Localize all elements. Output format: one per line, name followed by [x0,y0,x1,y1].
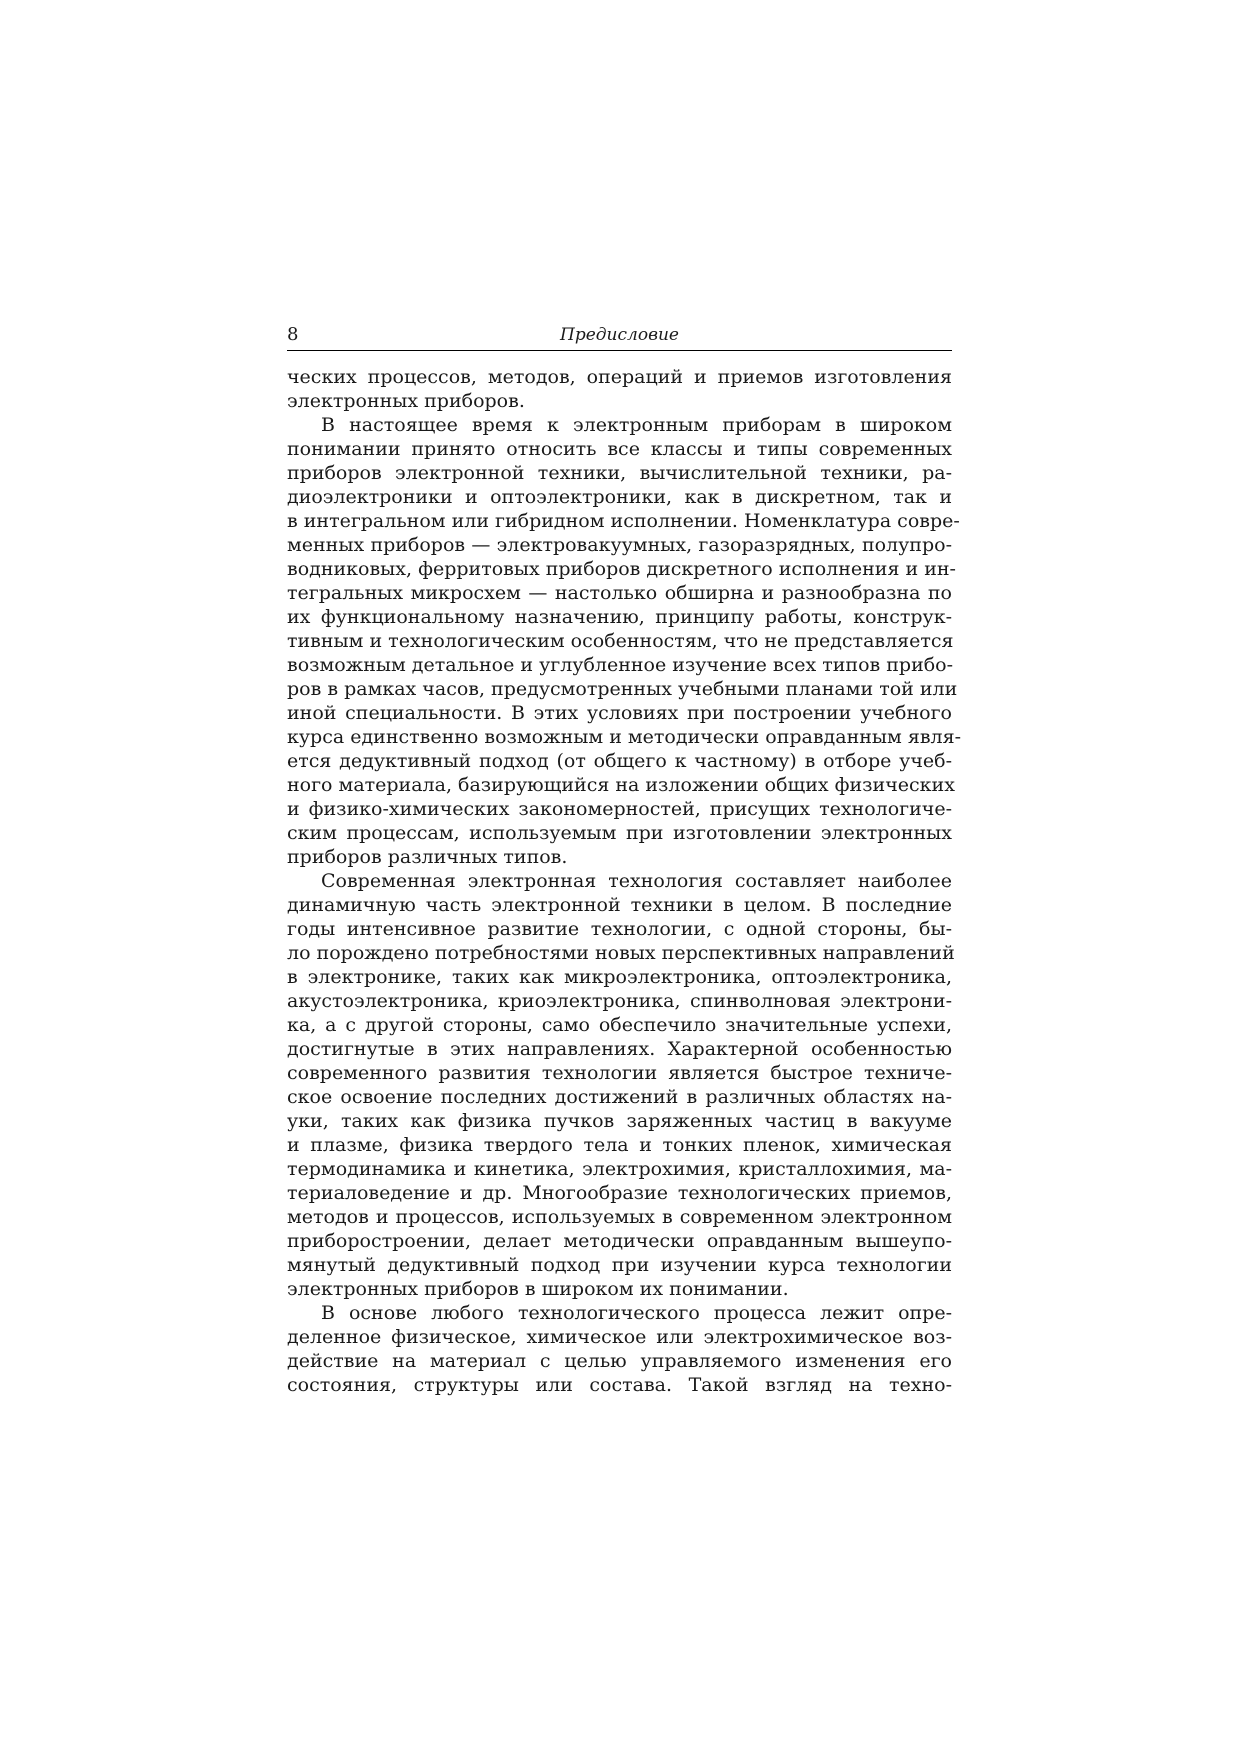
text-line: ло порождено потребностями новых перспективных направлений [287,942,955,964]
paragraph [287,1301,952,1397]
text-line: термодинамика и кинетика, электрохимия, кристаллохимия, ма- [287,1158,952,1180]
text-line: возможным детальное и углубленное изучение всех типов прибо- [287,654,954,676]
paragraph [287,413,961,869]
text-line: тивным и технологическим особенностям, что не представляется [287,630,954,652]
text-line: менных приборов — электровакуумных, газоразрядных, полупро- [287,534,952,556]
page-number: 8 [287,324,299,345]
text-line: понимании принято относить все классы и типы современных [287,438,952,460]
text-line: их функциональному назначению, принципу работы, конструк- [287,606,952,628]
paragraph [287,869,955,1301]
text-line: методов и процессов, используемых в современном электронном [287,1206,952,1228]
text-line: приборов различных типов. [287,846,568,868]
text-line: состояния, структуры или состава. Такой взгляд на техно- [287,1374,952,1396]
text-line: в электронике, таких как микроэлектроника, оптоэлектроника, [287,966,952,988]
text-line: электронных приборов. [287,390,525,412]
text-line: действие на материал с целью управляемого изменения его [287,1350,952,1372]
text-line: В настоящее время к электронным приборам в широком [321,414,952,436]
text-line: годы интенсивное развитие технологии, с одной стороны, бы- [287,918,952,940]
text-line: ское освоение последних достижений в различных областях на- [287,1086,952,1108]
text-line: мянутый дедуктивный подход при изучении курса технологии [287,1254,952,1276]
text-line: водниковых, ферритовых приборов дискретного исполнения и ин- [287,558,956,580]
text-line: динамичную часть электронной техники в целом. В последние [287,894,952,916]
text-line: современного развития технологии является быстрое техниче- [287,1062,952,1084]
text-line: приборов электронной техники, вычислительной техники, ра- [287,462,952,484]
text-line: в интегральном или гибридном исполнении. Номенклатура совре- [287,510,960,532]
text-line: ров в рамках часов, предусмотренных учебными планами той или [287,678,958,700]
text-line: териаловедение и др. Многообразие технологических приемов, [287,1182,952,1204]
text-line: уки, таких как физика пучков заряженных частиц в вакууме [287,1110,952,1132]
text-line: Современная электронная технология составляет наиболее [321,870,952,892]
text-line: и плазме, физика твердого тела и тонких пленок, химическая [287,1134,952,1156]
text-line: курса единственно возможным и методически оправданным явля- [287,726,961,748]
text-line: электронных приборов в широком их понимании. [287,1278,789,1300]
paragraph [287,365,952,413]
text-line: ного материала, базирующийся на изложении общих физических [287,774,955,796]
body-text [287,365,961,1397]
text-line: ческих процессов, методов, операций и приемов изготовления [287,366,952,388]
text-line: ским процессам, используемым при изготовлении электронных [287,822,952,844]
text-line: ется дедуктивный подход (от общего к частному) в отборе учеб- [287,750,952,772]
text-line: и физико-химических закономерностей, присущих технологиче- [287,798,952,820]
text-line: ка, а с другой стороны, само обеспечило значительные успехи, [287,1014,952,1036]
text-line: В основе любого технологического процесса лежит опре- [321,1302,952,1324]
text-line: акустоэлектроника, криоэлектроника, спинволновая электрони- [287,990,952,1012]
running-title: Предисловие [560,325,679,345]
text-line: приборостроении, делает методически оправданным вышеупо- [287,1230,952,1252]
text-line: тегральных микросхем — настолько обширна и разнообразна по [287,582,952,604]
page-header [287,320,952,351]
text-line: диоэлектроники и оптоэлектроники, как в дискретном, так и [287,486,952,508]
text-line: деленное физическое, химическое или электрохимическое воз- [287,1326,952,1348]
text-line: иной специальности. В этих условиях при построении учебного [287,702,952,724]
text-line: достигнутые в этих направлениях. Характерной особенностью [287,1038,952,1060]
